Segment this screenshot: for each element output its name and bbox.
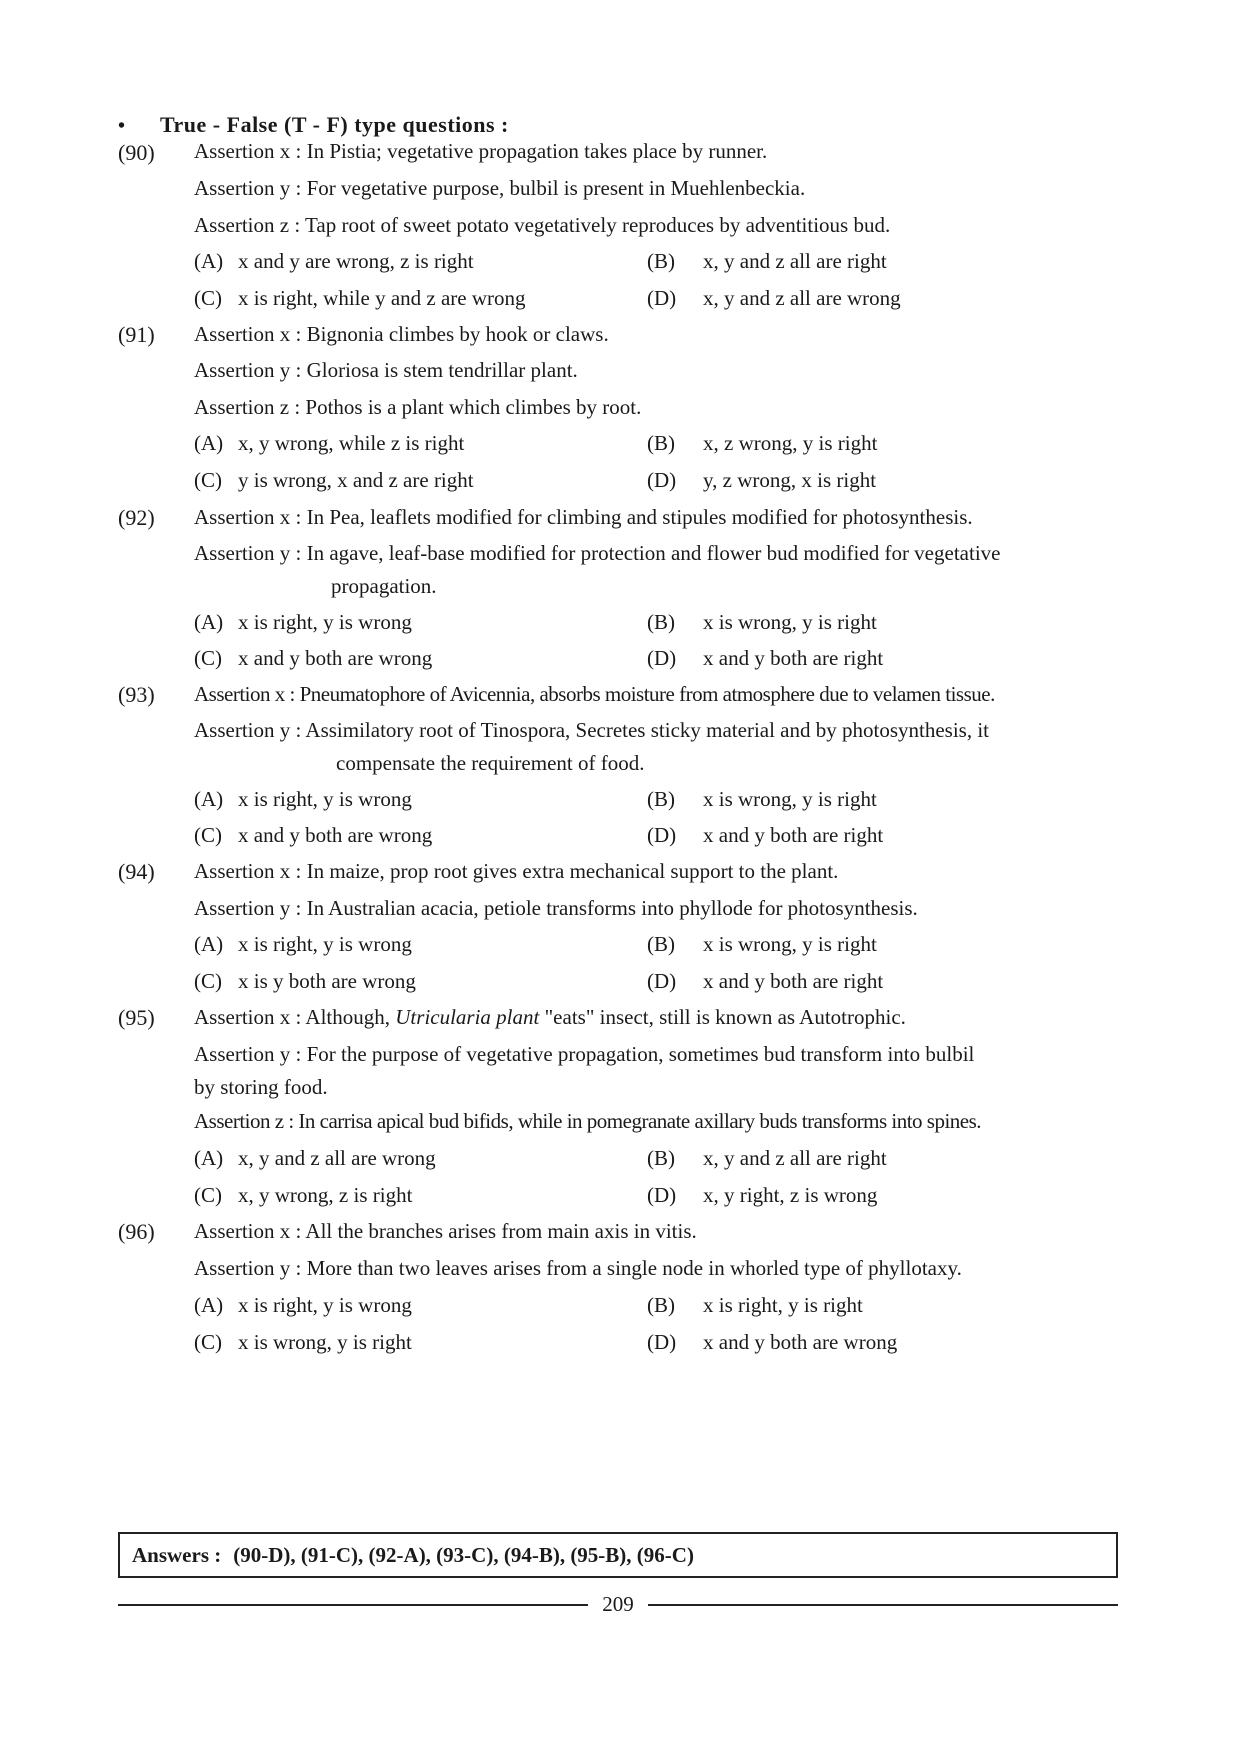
assertion-y-continuation: propagation. [331, 574, 437, 598]
question-number: (93) [118, 682, 155, 707]
assertion-y: Assertion y : Gloriosa is stem tendrillar plant. [194, 358, 578, 382]
assertion-x: Assertion x : In Pea, leaflets modified for climbing and stipules modified for photosynthesis. [194, 505, 973, 529]
answers-text: (90-D), (91-C), (92-A), (93-C), (94-B), (95-B), (96-C) [233, 1543, 694, 1567]
page-number: 209 [602, 1592, 634, 1616]
italic-species-name: Utricularia plant [395, 1005, 540, 1029]
option-d: (D) y, z wrong, x is right [647, 468, 877, 492]
section-title: True - False (T - F) type questions : [160, 112, 509, 137]
option-c: (C) x and y both are wrong [194, 823, 433, 847]
option-c: (C) x and y both are wrong [194, 646, 433, 670]
option-b: (B) x is wrong, y is right [647, 932, 877, 956]
option-d: (D) x, y right, z is wrong [647, 1183, 878, 1207]
question-number: (90) [118, 140, 155, 165]
assertion-x: Assertion x : In maize, prop root gives extra mechanical support to the plant. [194, 859, 839, 883]
option-b: (B) x is wrong, y is right [647, 787, 877, 811]
question-number: (95) [118, 1005, 155, 1030]
answers-label: Answers : [132, 1543, 222, 1567]
option-b: (B) x, y and z all are right [647, 1146, 887, 1170]
question-number: (96) [118, 1219, 155, 1244]
option-b: (B) x is right, y is right [647, 1293, 863, 1317]
assertion-y: Assertion y : More than two leaves arises from a single node in whorled type of phyllotaxy. [194, 1256, 962, 1280]
option-a: (A) x, y and z all are wrong [194, 1146, 436, 1170]
assertion-y: Assertion y : In Australian acacia, petiole transforms into phyllode for photosynthesis. [194, 896, 918, 920]
section-heading [118, 112, 509, 138]
assertion-z: Assertion z : Tap root of sweet potato vegetatively reproduces by adventitious bud. [194, 213, 891, 237]
assertion-x: Assertion x : Although, Utricularia plant "eats" insect, still is known as Autotrophic. [194, 1005, 906, 1029]
question-number: (94) [118, 859, 155, 884]
option-d: (D) x and y both are right [647, 969, 884, 993]
assertion-x: Assertion x : All the branches arises from main axis in vitis. [194, 1219, 697, 1243]
option-c: (C) x is right, while y and z are wrong [194, 286, 526, 310]
assertion-y: Assertion y : For vegetative purpose, bulbil is present in Muehlenbeckia. [194, 176, 806, 200]
assertion-y: Assertion y : In agave, leaf-base modified for protection and flower bud modified for vegetative [194, 541, 1001, 565]
assertion-y-continuation: by storing food. [194, 1075, 328, 1099]
question-number: (92) [118, 505, 155, 530]
option-a: (A) x is right, y is wrong [194, 1293, 412, 1317]
option-a: (A) x is right, y is wrong [194, 610, 412, 634]
option-a: (A) x, y wrong, while z is right [194, 431, 465, 455]
option-d: (D) x, y and z all are wrong [647, 286, 901, 310]
question-number: (91) [118, 322, 155, 347]
option-c: (C) x is y both are wrong [194, 969, 416, 993]
option-c: (C) x, y wrong, z is right [194, 1183, 413, 1207]
assertion-x: Assertion x : Bignonia climbes by hook or claws. [194, 322, 609, 346]
assertion-z: Assertion z : In carrisa apical bud bifids, while in pomegranate axillary buds transforms into spines. [194, 1109, 982, 1133]
option-d: (D) x and y both are wrong [647, 1330, 898, 1354]
assertion-x: Assertion x : In Pistia; vegetative propagation takes place by runner. [194, 139, 768, 163]
option-a: (A) x is right, y is wrong [194, 787, 412, 811]
option-d: (D) x and y both are right [647, 823, 884, 847]
option-b: (B) x is wrong, y is right [647, 610, 877, 634]
option-c: (C) x is wrong, y is right [194, 1330, 412, 1354]
option-d: (D) x and y both are right [647, 646, 884, 670]
assertion-x: Assertion x : Pneumatophore of Avicennia, absorbs moisture from atmosphere due to velamen tissue. [194, 682, 995, 706]
option-a: (A) x is right, y is wrong [194, 932, 412, 956]
answers-box [118, 1532, 1118, 1578]
footer-rule-right [648, 1604, 1118, 1606]
bullet-icon: • [118, 115, 126, 137]
assertion-y: Assertion y : For the purpose of vegetative propagation, sometimes bud transform into bulbil [194, 1042, 975, 1066]
assertion-y: Assertion y : Assimilatory root of Tinospora, Secretes sticky material and by photosynthesis, it [194, 718, 990, 742]
option-b: (B) x, y and z all are right [647, 249, 887, 273]
option-c: (C) y is wrong, x and z are right [194, 468, 474, 492]
option-b: (B) x, z wrong, y is right [647, 431, 878, 455]
option-a: (A) x and y are wrong, z is right [194, 249, 474, 273]
footer-rule-left [118, 1604, 588, 1606]
assertion-y-continuation: compensate the requirement of food. [336, 751, 645, 775]
assertion-z: Assertion z : Pothos is a plant which climbes by root. [194, 395, 642, 419]
